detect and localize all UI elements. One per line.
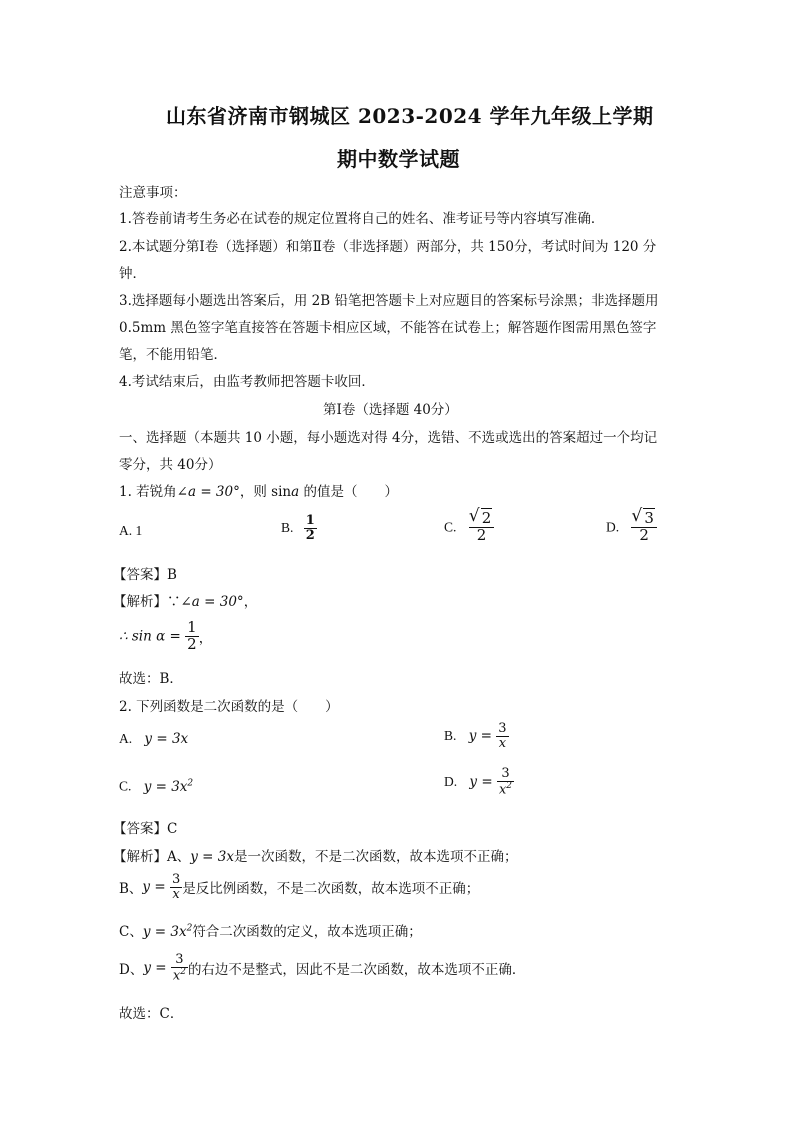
angle-expression: ∠a = 30° bbox=[176, 484, 240, 500]
q1-option-c-denominator: 2 bbox=[469, 527, 495, 544]
q2-option-d-lhs: y = bbox=[469, 773, 493, 790]
notice-item-1: 1.答卷前请考生务必在试卷的规定位置将自己的姓名、准考证号等内容填写准确． bbox=[119, 211, 605, 227]
q1-therefore bbox=[119, 620, 212, 653]
part-instructions-cont: 零分，共 40分） bbox=[119, 457, 222, 473]
q1-option-d-numerator bbox=[631, 511, 657, 527]
q2-analysis-d-numerator: 3 bbox=[175, 952, 184, 967]
page-title: 山东省济南市钢城区 2023-2024 学年九年级上学期 bbox=[166, 104, 654, 128]
notice-heading: 注意事项： bbox=[119, 185, 187, 201]
q2-analysis-d-den-exp: 2 bbox=[180, 966, 186, 977]
q1-analysis-math: ∠a = 30° bbox=[180, 594, 244, 610]
q2-analysis-c-text: 符合二次函数的定义，故本选项正确； bbox=[192, 924, 422, 940]
q2-option-b-label: B. bbox=[444, 728, 457, 744]
q2-option-c-base: y = 3x bbox=[143, 778, 188, 795]
q1-option-b-numerator: 1 bbox=[305, 513, 315, 528]
q2-analysis-d-denominator bbox=[171, 967, 188, 983]
q2-option-b-lhs: y = bbox=[468, 728, 492, 745]
q2-analysis-b-numerator: 3 bbox=[171, 872, 181, 887]
q2-analysis-b-text: 是反比例函数，不是二次函数，故本选项不正确； bbox=[182, 881, 480, 898]
notice-item-2-cont: 钟． bbox=[119, 266, 146, 282]
q1-analysis-prefix: 【解析】∵ bbox=[113, 594, 181, 610]
q2-analysis-a-text: 是一次函数，不是二次函数，故本选项不正确； bbox=[233, 849, 518, 865]
q1-option-c-fraction bbox=[469, 511, 495, 544]
q2-analysis-d bbox=[119, 953, 525, 983]
q2-option-b-denominator: x bbox=[496, 736, 508, 751]
q1-therefore-numerator: 1 bbox=[187, 618, 197, 636]
q1-option-c-numerator bbox=[469, 511, 495, 527]
q1-option-d-fraction bbox=[631, 511, 657, 544]
q1-choose: 故选：B． bbox=[119, 671, 183, 687]
q2-choose: 故选：C． bbox=[119, 1006, 184, 1022]
q2-analysis-a bbox=[113, 845, 517, 865]
q1-therefore-denominator: 2 bbox=[187, 634, 197, 653]
q2-option-a bbox=[119, 731, 188, 747]
q2-analysis-d-prefix: D、 bbox=[119, 961, 144, 978]
q1-option-b-label: B. bbox=[281, 520, 294, 536]
question-1-stem-mid: ，则 sin bbox=[239, 484, 292, 500]
notice-item-3: 3.选择题每小题选出答案后，用 2B 铅笔把答题卡上对应题目的答案标号涂黑；非选择题用 bbox=[119, 293, 659, 309]
q2-option-c-math bbox=[144, 779, 193, 795]
q1-option-d bbox=[606, 511, 657, 544]
q2-analysis-c-math bbox=[143, 924, 192, 940]
q2-option-d-denominator bbox=[497, 781, 514, 797]
q2-analysis-b-fraction bbox=[170, 873, 182, 901]
q2-option-a-math: y = 3x bbox=[144, 731, 189, 747]
q1-analysis bbox=[113, 590, 257, 610]
q2-option-d-den-exp: 2 bbox=[506, 780, 513, 791]
section-heading: 第Ⅰ卷（选择题 40分） bbox=[323, 402, 458, 418]
question-1-stem bbox=[119, 480, 398, 500]
q2-analysis-a-prefix: 【解析】A、 bbox=[113, 849, 191, 865]
q2-option-c-exponent: 2 bbox=[187, 778, 194, 788]
q2-option-c bbox=[119, 778, 193, 795]
q1-therefore-lhs: ∴ sin α = bbox=[119, 628, 181, 645]
q2-analysis-b-prefix: B、 bbox=[119, 881, 143, 898]
q2-option-c-label: C. bbox=[119, 778, 132, 794]
q2-analysis-c bbox=[119, 920, 422, 940]
question-1-stem-end: 的值是（ ） bbox=[299, 484, 398, 500]
notice-item-4: 4.考试结束后，由监考教师把答题卡收回． bbox=[119, 374, 375, 390]
q1-option-d-denominator: 2 bbox=[631, 527, 657, 544]
q2-option-b bbox=[444, 722, 509, 750]
q1-analysis-end: ， bbox=[243, 594, 258, 610]
notice-item-2: 2.本试题分第Ⅰ卷（选择题）和第Ⅱ卷（非选择题）两部分，共 150分，考试时间为 120 分 bbox=[119, 239, 657, 255]
q1-option-b bbox=[281, 514, 317, 542]
q1-option-b-denominator: 2 bbox=[305, 527, 315, 543]
sqrt-symbol bbox=[633, 511, 655, 527]
part-instructions: 一、选择题（本题共 10 小题，每小题选对得 4分，选错、不选或选出的答案超过一个均记 bbox=[119, 430, 658, 446]
q2-option-d-den-base: x bbox=[498, 781, 507, 797]
q2-option-d-fraction bbox=[497, 767, 514, 797]
q1-option-b-fraction bbox=[304, 514, 317, 542]
sqrt-symbol bbox=[471, 511, 493, 527]
notice-item-3-cont2: 笔，不能用铅笔． bbox=[119, 347, 227, 363]
q2-option-d-numerator: 3 bbox=[501, 766, 510, 781]
q2-analysis-b-denominator: x bbox=[170, 887, 182, 902]
q2-answer: 【答案】C bbox=[113, 821, 178, 837]
q2-analysis-d-text: 的右边不是整式，因此不是二次函数，故本选项不正确． bbox=[187, 961, 526, 978]
q1-option-c-radicand: 2 bbox=[481, 509, 492, 527]
q2-option-b-fraction bbox=[496, 722, 508, 750]
q2-analysis-d-lhs: y = bbox=[143, 959, 167, 976]
q1-therefore-fraction bbox=[185, 620, 199, 653]
q2-option-d-label: D. bbox=[444, 773, 458, 789]
q2-analysis-b bbox=[119, 873, 479, 901]
q1-option-d-label: D. bbox=[606, 519, 620, 535]
q2-analysis-c-exp: 2 bbox=[186, 923, 193, 934]
q2-option-a-label: A. bbox=[119, 731, 133, 746]
q2-analysis-c-prefix: C、 bbox=[119, 924, 143, 940]
q1-option-d-radicand: 3 bbox=[644, 509, 654, 527]
question-1-var: a bbox=[291, 484, 300, 500]
q1-therefore-end: ， bbox=[198, 630, 213, 647]
q1-option-c-label: C. bbox=[444, 519, 457, 535]
q2-analysis-c-base: y = 3x bbox=[142, 924, 187, 940]
q2-option-b-numerator: 3 bbox=[498, 721, 507, 736]
q2-analysis-a-math: y = 3x bbox=[190, 849, 234, 865]
q1-answer: 【答案】B bbox=[113, 567, 177, 583]
page-subtitle: 期中数学试题 bbox=[337, 147, 460, 171]
q1-option-c bbox=[444, 511, 494, 544]
q2-option-d bbox=[444, 767, 514, 797]
notice-item-3-cont1: 0.5mm 黑色签字笔直接答在答题卡相应区域，不能答在试卷上；解答题作图需用黑色签字 bbox=[119, 320, 657, 336]
q1-option-a: A. 1 bbox=[119, 523, 143, 538]
q2-analysis-d-den-base: x bbox=[172, 967, 181, 983]
q2-analysis-b-lhs: y = bbox=[142, 879, 166, 896]
question-2-stem: 2. 下列函数是二次函数的是（ ） bbox=[119, 699, 339, 715]
q2-analysis-d-fraction bbox=[171, 953, 188, 983]
question-1-stem-prefix: 1. 若锐角 bbox=[119, 484, 177, 500]
